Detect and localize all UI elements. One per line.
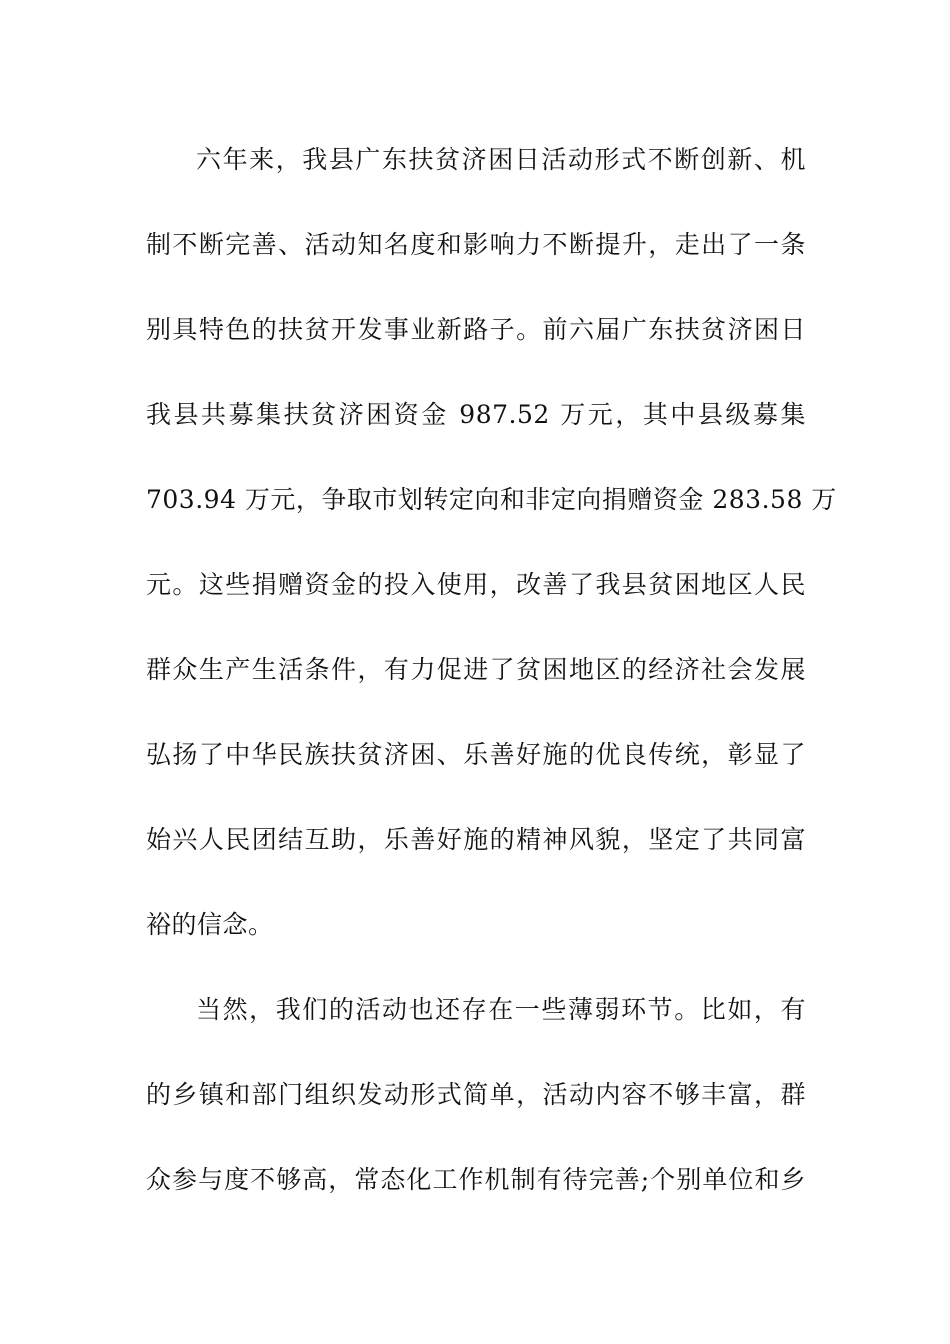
paragraph-1-line-1: 六年来，我县广东扶贫济困日活动形式不断创新、机	[196, 145, 806, 174]
paragraph-1-line-2: 制不断完善、活动知名度和影响力不断提升，走出了一条	[146, 230, 806, 259]
paragraph-1-line-8: 弘扬了中华民族扶贫济困、乐善好施的优良传统，彰显了	[146, 740, 806, 769]
paragraph-1-line-10: 裕的信念。	[146, 910, 274, 939]
paragraph-1-line-4: 我县共募集扶贫济困资金 987.52 万元，其中县级募集	[146, 400, 806, 429]
paragraph-1-line-5: 703.94 万元，争取市划转定向和非定向捐赠资金 283.58 万	[146, 485, 837, 514]
paragraph-1-line-9: 始兴人民团结互助，乐善好施的精神风貌，坚定了共同富	[146, 825, 806, 854]
paragraph-1-line-3: 别具特色的扶贫开发事业新路子。前六届广东扶贫济困日	[146, 315, 806, 344]
paragraph-2-line-3: 众参与度不够高，常态化工作机制有待完善;个别单位和乡	[146, 1165, 806, 1194]
paragraph-2-line-1: 当然，我们的活动也还存在一些薄弱环节。比如，有	[196, 995, 806, 1024]
paragraph-2-line-2: 的乡镇和部门组织发动形式简单，活动内容不够丰富，群	[146, 1080, 806, 1109]
paragraph-1-line-6: 元。这些捐赠资金的投入使用，改善了我县贫困地区人民	[146, 570, 806, 599]
paragraph-1-line-7: 群众生产生活条件，有力促进了贫困地区的经济社会发展	[146, 655, 806, 684]
